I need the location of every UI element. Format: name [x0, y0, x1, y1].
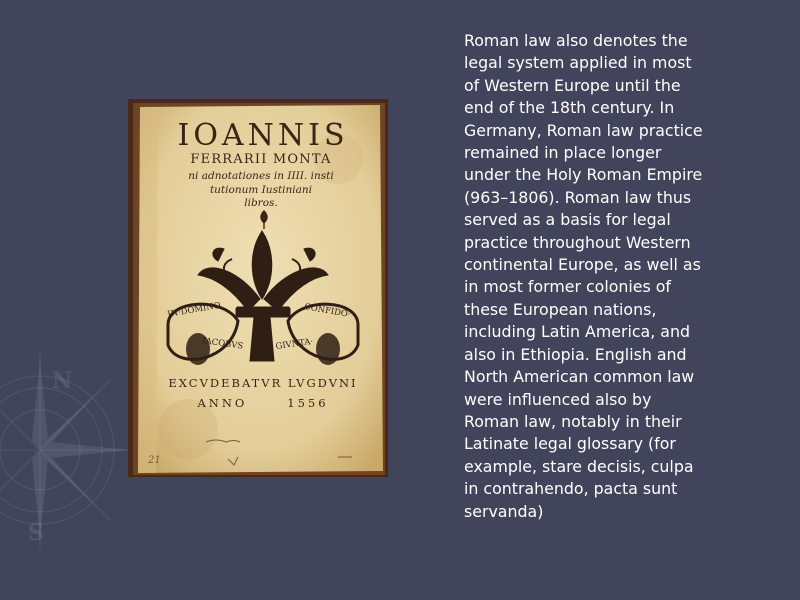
- body-text-line: remained in place longer: [464, 143, 662, 163]
- body-text-line: of Western Europe until the: [464, 75, 681, 95]
- svg-text:N: N: [52, 368, 73, 394]
- imprint-line-1: EXCVDEBATVR LVGDVNI: [168, 376, 358, 390]
- body-text-line: servanda): [464, 501, 544, 521]
- body-text-line: North American common law: [464, 367, 695, 387]
- svg-text:S: S: [28, 520, 44, 546]
- body-text-line: were influenced also by: [464, 389, 652, 409]
- body-text-line: Roman law also denotes the: [464, 31, 688, 50]
- body-text-line: practice throughout Western: [464, 232, 691, 252]
- body-text-line: served as a basis for legal: [464, 210, 671, 230]
- body-text-line: legal system applied in most: [464, 53, 692, 73]
- body-text-line: including Latin America, and: [464, 322, 690, 342]
- imprint-line-2: ANNO 1556: [197, 396, 329, 410]
- body-text-line: Roman law, notably in their: [464, 411, 682, 431]
- book-title-line-4: tutionum Iustiniani: [209, 184, 313, 196]
- body-text-line: Latinate legal glossary (for: [464, 434, 676, 454]
- body-text-line: Germany, Roman law practice: [464, 120, 703, 140]
- body-text-line: in most former colonies of: [464, 277, 671, 297]
- book-title-page-image: [128, 99, 388, 477]
- banner-right-text: CONFIDO·: [303, 302, 352, 321]
- slide-body-text: [464, 30, 764, 523]
- banner-bottom-left-text: IACOBVS: [201, 336, 244, 352]
- body-text-line: end of the 18th century. In: [464, 98, 675, 118]
- margin-note: 21: [148, 455, 161, 466]
- body-text-line: (963–1806). Roman law thus: [464, 187, 692, 207]
- body-text-line: these European nations,: [464, 299, 657, 319]
- body-text-line: under the Holy Roman Empire: [464, 165, 703, 185]
- book-title-line-2: FERRARII MONTA: [190, 152, 332, 167]
- banner-bottom-right-text: GIVNTA·: [275, 336, 314, 352]
- book-title-line-5: libros.: [244, 197, 278, 209]
- body-text-line: also in Ethiopia. English and: [464, 344, 687, 364]
- body-text-line: continental Europe, as well as: [464, 255, 701, 275]
- book-title-line-3: ni adnotationes in IIII. insti: [188, 170, 334, 182]
- body-text-line: example, stare decisis, culpa: [464, 456, 694, 476]
- banner-left-text: IN·DOMINO: [166, 300, 222, 320]
- book-title-main: IOANNIS: [177, 118, 349, 153]
- body-text-line: in contrahendo, pacta sunt: [464, 479, 678, 499]
